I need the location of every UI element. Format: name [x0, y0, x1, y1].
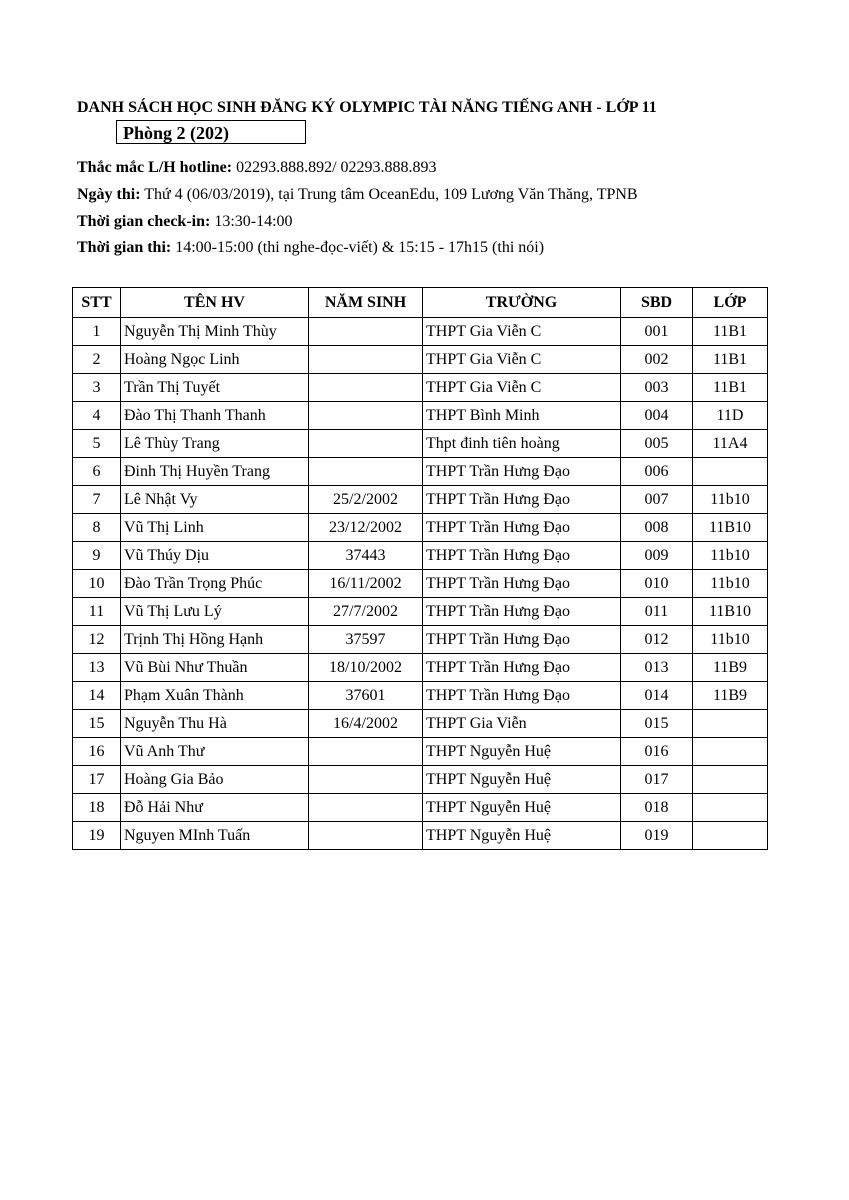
exam-time-line: [77, 239, 544, 257]
cell-stt: 8: [73, 514, 121, 542]
table-row: [73, 514, 768, 542]
cell-class: 11B10: [693, 598, 768, 626]
cell-name: Phạm Xuân Thành: [121, 682, 309, 710]
cell-class: 11B9: [693, 682, 768, 710]
cell-school: THPT Gia Viễn C: [423, 318, 621, 346]
cell-stt: 18: [73, 794, 121, 822]
cell-class: 11b10: [693, 570, 768, 598]
table-row: [73, 766, 768, 794]
cell-birth-year: [309, 738, 423, 766]
exam-time-value: 14:00-15:00 (thi nghe-đọc-viết) & 15:15 - 17h15 (thi nói): [171, 239, 545, 256]
cell-class: [693, 822, 768, 850]
exam-date-value: Thứ 4 (06/03/2019), tại Trung tâm OceanEdu, 109 Lương Văn Thăng, TPNB: [140, 186, 638, 203]
cell-birth-year: 37601: [309, 682, 423, 710]
cell-name: Hoàng Ngọc Linh: [121, 346, 309, 374]
cell-school: THPT Trần Hưng Đạo: [423, 486, 621, 514]
cell-class: 11b10: [693, 486, 768, 514]
cell-sbd: 004: [621, 402, 693, 430]
cell-stt: 3: [73, 374, 121, 402]
cell-school: THPT Trần Hưng Đạo: [423, 514, 621, 542]
table-row: [73, 682, 768, 710]
cell-birth-year: [309, 318, 423, 346]
cell-name: Hoàng Gia Bảo: [121, 766, 309, 794]
cell-birth-year: [309, 458, 423, 486]
header-class: LỚP: [693, 288, 768, 318]
cell-stt: 10: [73, 570, 121, 598]
table-row: [73, 654, 768, 682]
cell-birth-year: [309, 346, 423, 374]
cell-sbd: 014: [621, 682, 693, 710]
cell-birth-year: [309, 766, 423, 794]
cell-name: Trịnh Thị Hồng Hạnh: [121, 626, 309, 654]
cell-stt: 5: [73, 430, 121, 458]
hotline-label: Thắc mắc L/H hotline:: [77, 159, 233, 176]
cell-name: Vũ Thị Linh: [121, 514, 309, 542]
cell-birth-year: 23/12/2002: [309, 514, 423, 542]
cell-class: [693, 794, 768, 822]
cell-stt: 1: [73, 318, 121, 346]
cell-sbd: 012: [621, 626, 693, 654]
cell-class: 11B1: [693, 374, 768, 402]
cell-school: THPT Trần Hưng Đạo: [423, 682, 621, 710]
cell-class: 11B1: [693, 346, 768, 374]
student-table: [72, 287, 768, 850]
cell-name: Trần Thị Tuyết: [121, 374, 309, 402]
table-row: [73, 710, 768, 738]
cell-class: [693, 766, 768, 794]
cell-sbd: 018: [621, 794, 693, 822]
cell-sbd: 005: [621, 430, 693, 458]
table-row: [73, 458, 768, 486]
cell-birth-year: 37443: [309, 542, 423, 570]
cell-school: THPT Trần Hưng Đạo: [423, 570, 621, 598]
table-row: [73, 598, 768, 626]
cell-birth-year: [309, 374, 423, 402]
cell-sbd: 019: [621, 822, 693, 850]
cell-name: Lê Nhật Vy: [121, 486, 309, 514]
cell-school: THPT Nguyễn Huệ: [423, 738, 621, 766]
cell-sbd: 013: [621, 654, 693, 682]
cell-birth-year: 25/2/2002: [309, 486, 423, 514]
header-stt: STT: [73, 288, 121, 318]
exam-date-line: [77, 186, 638, 204]
cell-class: 11b10: [693, 542, 768, 570]
room-label: Phòng 2 (202): [116, 120, 306, 144]
cell-sbd: 006: [621, 458, 693, 486]
cell-name: Vũ Thúy Dịu: [121, 542, 309, 570]
cell-birth-year: [309, 794, 423, 822]
cell-school: THPT Nguyễn Huệ: [423, 766, 621, 794]
cell-class: 11A4: [693, 430, 768, 458]
cell-name: Vũ Thị Lưu Lý: [121, 598, 309, 626]
table-row: [73, 738, 768, 766]
table-row: [73, 486, 768, 514]
hotline-line: [77, 159, 437, 177]
cell-stt: 16: [73, 738, 121, 766]
cell-school: THPT Gia Viễn: [423, 710, 621, 738]
cell-school: THPT Gia Viễn C: [423, 374, 621, 402]
table-row: [73, 570, 768, 598]
cell-class: 11b10: [693, 626, 768, 654]
cell-stt: 11: [73, 598, 121, 626]
cell-school: THPT Bình Minh: [423, 402, 621, 430]
cell-sbd: 002: [621, 346, 693, 374]
checkin-label: Thời gian check-in:: [77, 213, 211, 230]
table-row: [73, 822, 768, 850]
cell-name: Vũ Bùi Như Thuần: [121, 654, 309, 682]
cell-name: Nguyen MInh Tuấn: [121, 822, 309, 850]
cell-birth-year: 37597: [309, 626, 423, 654]
cell-school: THPT Trần Hưng Đạo: [423, 598, 621, 626]
cell-stt: 14: [73, 682, 121, 710]
cell-school: THPT Gia Viễn C: [423, 346, 621, 374]
checkin-line: [77, 213, 293, 231]
hotline-value: 02293.888.892/ 02293.888.893: [232, 159, 437, 176]
exam-date-label: Ngày thi:: [77, 186, 141, 203]
cell-sbd: 017: [621, 766, 693, 794]
table-row: [73, 430, 768, 458]
cell-school: THPT Nguyễn Huệ: [423, 822, 621, 850]
table-header-row: [73, 288, 768, 318]
table-row: [73, 794, 768, 822]
cell-name: Nguyễn Thị Minh Thùy: [121, 318, 309, 346]
cell-sbd: 011: [621, 598, 693, 626]
cell-name: Nguyễn Thu Hà: [121, 710, 309, 738]
header-name: TÊN HV: [121, 288, 309, 318]
checkin-value: 13:30-14:00: [210, 213, 293, 230]
cell-birth-year: 27/7/2002: [309, 598, 423, 626]
cell-class: [693, 458, 768, 486]
exam-time-label: Thời gian thi:: [77, 239, 172, 256]
header-sbd: SBD: [621, 288, 693, 318]
table-row: [73, 402, 768, 430]
cell-school: THPT Trần Hưng Đạo: [423, 542, 621, 570]
cell-stt: 15: [73, 710, 121, 738]
cell-birth-year: 18/10/2002: [309, 654, 423, 682]
cell-name: Lê Thùy Trang: [121, 430, 309, 458]
cell-sbd: 001: [621, 318, 693, 346]
cell-sbd: 008: [621, 514, 693, 542]
cell-birth-year: [309, 402, 423, 430]
cell-name: Đào Thị Thanh Thanh: [121, 402, 309, 430]
header-school: TRƯỜNG: [423, 288, 621, 318]
cell-stt: 4: [73, 402, 121, 430]
table-row: [73, 542, 768, 570]
cell-school: THPT Nguyễn Huệ: [423, 794, 621, 822]
header-birth-year: NĂM SINH: [309, 288, 423, 318]
cell-stt: 7: [73, 486, 121, 514]
table-row: [73, 626, 768, 654]
cell-sbd: 009: [621, 542, 693, 570]
document-title: DANH SÁCH HỌC SINH ĐĂNG KÝ OLYMPIC TÀI NĂNG TIẾNG ANH - LỚP 11: [77, 99, 657, 116]
cell-class: [693, 710, 768, 738]
cell-stt: 9: [73, 542, 121, 570]
table-row: [73, 346, 768, 374]
cell-birth-year: [309, 430, 423, 458]
cell-stt: 2: [73, 346, 121, 374]
cell-class: 11B9: [693, 654, 768, 682]
cell-name: Đào Trần Trọng Phúc: [121, 570, 309, 598]
cell-class: 11D: [693, 402, 768, 430]
cell-class: [693, 738, 768, 766]
cell-school: Thpt đinh tiên hoàng: [423, 430, 621, 458]
cell-sbd: 016: [621, 738, 693, 766]
cell-school: THPT Trần Hưng Đạo: [423, 458, 621, 486]
cell-stt: 13: [73, 654, 121, 682]
cell-birth-year: [309, 822, 423, 850]
cell-name: Vũ Anh Thư: [121, 738, 309, 766]
table-row: [73, 318, 768, 346]
cell-name: Đỗ Hải Như: [121, 794, 309, 822]
cell-class: 11B10: [693, 514, 768, 542]
table-row: [73, 374, 768, 402]
cell-stt: 17: [73, 766, 121, 794]
cell-sbd: 003: [621, 374, 693, 402]
cell-birth-year: 16/4/2002: [309, 710, 423, 738]
cell-school: THPT Trần Hưng Đạo: [423, 626, 621, 654]
cell-name: Đinh Thị Huyền Trang: [121, 458, 309, 486]
cell-school: THPT Trần Hưng Đạo: [423, 654, 621, 682]
cell-class: 11B1: [693, 318, 768, 346]
cell-sbd: 015: [621, 710, 693, 738]
cell-birth-year: 16/11/2002: [309, 570, 423, 598]
cell-sbd: 007: [621, 486, 693, 514]
cell-stt: 12: [73, 626, 121, 654]
cell-stt: 6: [73, 458, 121, 486]
cell-stt: 19: [73, 822, 121, 850]
cell-sbd: 010: [621, 570, 693, 598]
